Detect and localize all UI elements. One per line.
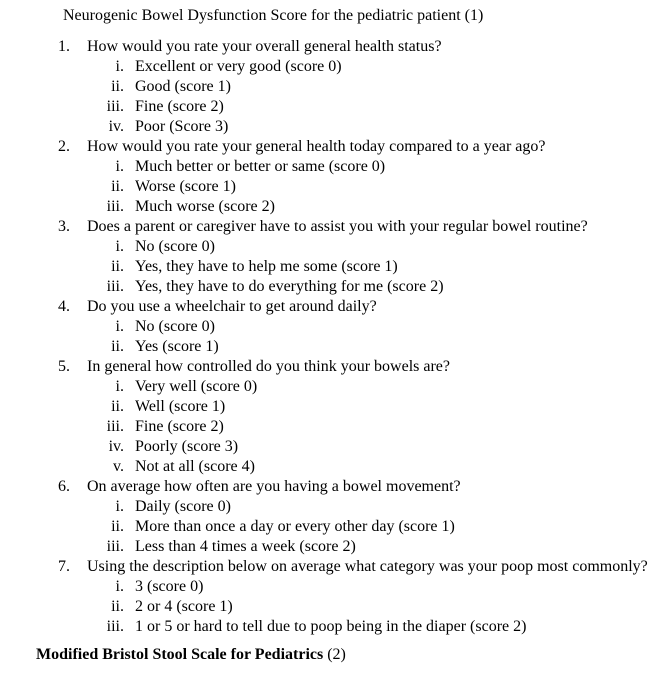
option-text: Very well (score 0) [135, 378, 258, 395]
option-numeral: iv. [108, 118, 124, 135]
option-numeral: i. [115, 378, 124, 395]
option-numeral: iv. [108, 438, 124, 455]
question-text: Do you use a wheelchair to get around daily? [87, 298, 377, 315]
question-text: Does a parent or caregiver have to assist you with your regular bowel routine? [87, 218, 588, 235]
question-number: 3. [58, 218, 70, 235]
option-text: Yes, they have to help me some (score 1) [135, 258, 398, 275]
question-item [0, 137, 668, 157]
option-item [0, 397, 668, 417]
option-text: 1 or 5 or hard to tell due to poop being in the diaper (score 2) [135, 618, 527, 635]
option-numeral: ii. [111, 258, 124, 275]
option-text: Not at all (score 4) [135, 458, 255, 475]
option-text: Much worse (score 2) [135, 198, 275, 215]
question-list [0, 37, 668, 637]
option-item [0, 77, 668, 97]
option-text: Much better or better or same (score 0) [135, 158, 386, 175]
option-item [0, 237, 668, 257]
option-text: 2 or 4 (score 1) [135, 598, 233, 615]
option-numeral: ii. [111, 178, 124, 195]
option-numeral: v. [113, 458, 124, 475]
option-numeral: i. [115, 498, 124, 515]
option-item [0, 317, 668, 337]
option-item [0, 537, 668, 557]
question-item [0, 37, 668, 57]
question-number: 1. [58, 38, 70, 55]
option-numeral: iii. [106, 538, 124, 555]
question-number: 2. [58, 138, 70, 155]
option-text: More than once a day or every other day (score 1) [135, 518, 455, 535]
option-item [0, 577, 668, 597]
option-numeral: iii. [106, 198, 124, 215]
option-text: No (score 0) [135, 238, 215, 255]
question-item [0, 297, 668, 317]
question-item [0, 357, 668, 377]
option-item [0, 597, 668, 617]
question-item [0, 557, 668, 577]
option-item [0, 517, 668, 537]
section-heading [36, 645, 668, 665]
option-numeral: iii. [106, 618, 124, 635]
question-number: 5. [58, 358, 70, 375]
option-text: Poorly (score 3) [135, 438, 239, 455]
option-item [0, 257, 668, 277]
option-text: 3 (score 0) [135, 578, 204, 595]
option-text: Yes (score 1) [135, 338, 219, 355]
option-text: Fine (score 2) [135, 98, 224, 115]
section-heading-reference: (2) [323, 646, 346, 663]
option-numeral: ii. [111, 338, 124, 355]
option-numeral: i. [115, 158, 124, 175]
option-numeral: ii. [111, 598, 124, 615]
option-item [0, 157, 668, 177]
question-item [0, 477, 668, 497]
option-item [0, 117, 668, 137]
option-numeral: ii. [111, 78, 124, 95]
option-item [0, 417, 668, 437]
option-item [0, 277, 668, 297]
option-text: Less than 4 times a week (score 2) [135, 538, 356, 555]
option-numeral: iii. [106, 418, 124, 435]
option-text: Daily (score 0) [135, 498, 231, 515]
option-item [0, 177, 668, 197]
question-item [0, 217, 668, 237]
option-item [0, 197, 668, 217]
option-item [0, 377, 668, 397]
question-number: 4. [58, 298, 70, 315]
option-item [0, 337, 668, 357]
option-item [0, 497, 668, 517]
question-text: In general how controlled do you think your bowels are? [87, 358, 451, 375]
option-numeral: iii. [106, 278, 124, 295]
option-text: Good (score 1) [135, 78, 231, 95]
section-heading-bold: Modified Bristol Stool Scale for Pediatrics [36, 646, 324, 663]
option-numeral: i. [115, 58, 124, 75]
option-text: Poor (Score 3) [135, 118, 229, 135]
option-text: Worse (score 1) [135, 178, 236, 195]
option-text: Well (score 1) [135, 398, 226, 415]
question-text: How would you rate your overall general health status? [87, 38, 442, 55]
option-text: Fine (score 2) [135, 418, 224, 435]
document-title: Neurogenic Bowel Dysfunction Score for the pediatric patient (1) [63, 7, 484, 24]
option-numeral: i. [115, 578, 124, 595]
option-text: Yes, they have to do everything for me (score 2) [135, 278, 444, 295]
option-item [0, 457, 668, 477]
option-item [0, 57, 668, 77]
option-numeral: ii. [111, 398, 124, 415]
question-number: 7. [58, 558, 70, 575]
question-number: 6. [58, 478, 70, 495]
option-item [0, 97, 668, 117]
question-text: Using the description below on average what category was your poop most commonly? [87, 558, 648, 575]
option-text: No (score 0) [135, 318, 215, 335]
option-numeral: i. [115, 318, 124, 335]
option-item [0, 617, 668, 637]
option-numeral: i. [115, 238, 124, 255]
option-numeral: iii. [106, 98, 124, 115]
option-numeral: ii. [111, 518, 124, 535]
question-text: How would you rate your general health today compared to a year ago? [87, 138, 546, 155]
question-text: On average how often are you having a bowel movement? [87, 478, 461, 495]
option-text: Excellent or very good (score 0) [135, 58, 342, 75]
option-item [0, 437, 668, 457]
